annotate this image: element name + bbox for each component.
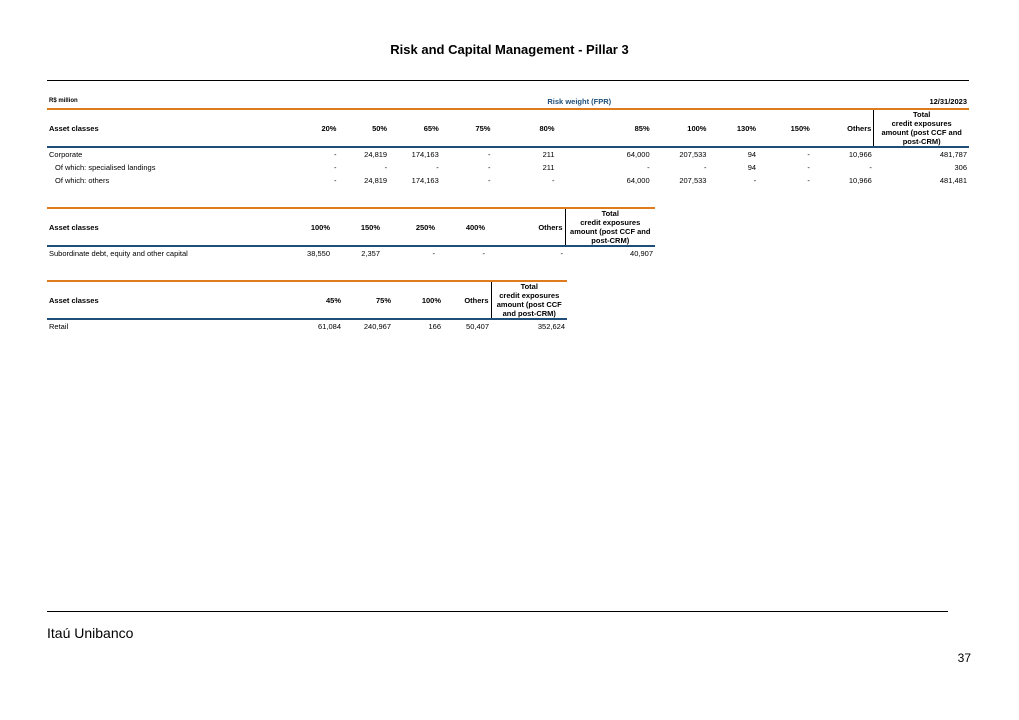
risk-weight-title: Risk weight (FPR) (547, 97, 612, 106)
total-column-header: Total credit exposures amount (post CCF and post-CRM) (491, 281, 567, 319)
page-title: Risk and Capital Management - Pillar 3 (390, 42, 629, 57)
column-header: Asset classes (47, 208, 277, 246)
risk-weight-table-corporate (47, 95, 969, 187)
column-header: 400% (437, 208, 487, 246)
column-header: 85% (557, 109, 652, 147)
column-header: 130% (708, 109, 758, 147)
footer-brand: Itaú Unibanco (47, 625, 134, 641)
total-column-header: Total credit exposures amount (post CCF and post-CRM) (565, 208, 655, 246)
column-header: Others (443, 281, 491, 319)
risk-weight-table-subordinate (47, 207, 655, 260)
report-date: 12/31/2023 (929, 97, 967, 106)
column-header: 100% (393, 281, 443, 319)
table-row: Of which: specialised landings - - - - 211 - - 94 - - 306 (55, 163, 967, 172)
unit-label: R$ million (49, 98, 78, 104)
risk-weight-table-retail (47, 280, 567, 333)
page-number: 37 (957, 651, 971, 665)
column-header: 250% (382, 208, 437, 246)
total-column-header: Total credit exposures amount (post CCF and post-CRM) (874, 109, 969, 147)
column-header: Others (812, 109, 874, 147)
column-header: 45% (277, 281, 343, 319)
table-row: Retail 61,084 240,967 166 50,407 352,624 (49, 322, 565, 331)
column-header: 150% (758, 109, 812, 147)
column-header: Others (487, 208, 565, 246)
column-header: 65% (389, 109, 441, 147)
column-header: 80% (492, 109, 556, 147)
header-rule (47, 80, 969, 81)
column-header: 100% (652, 109, 709, 147)
column-header: 50% (338, 109, 389, 147)
table-row: Corporate - 24,819 174,163 - 211 64,000 207,533 94 - 10,966 481,787 (49, 150, 967, 159)
column-header: 100% (277, 208, 332, 246)
column-header: 75% (343, 281, 393, 319)
column-header: 20% (285, 109, 339, 147)
table-row: Of which: others - 24,819 174,163 - - 64,000 207,533 - - 10,966 481,481 (55, 176, 967, 185)
table-row: Subordinate debt, equity and other capital 38,550 2,357 - - - 40,907 (49, 249, 653, 258)
column-header: 150% (332, 208, 382, 246)
column-header: Asset classes (47, 281, 277, 319)
column-header: 75% (441, 109, 493, 147)
column-header: Asset classes (47, 109, 285, 147)
footer-rule (47, 611, 948, 612)
